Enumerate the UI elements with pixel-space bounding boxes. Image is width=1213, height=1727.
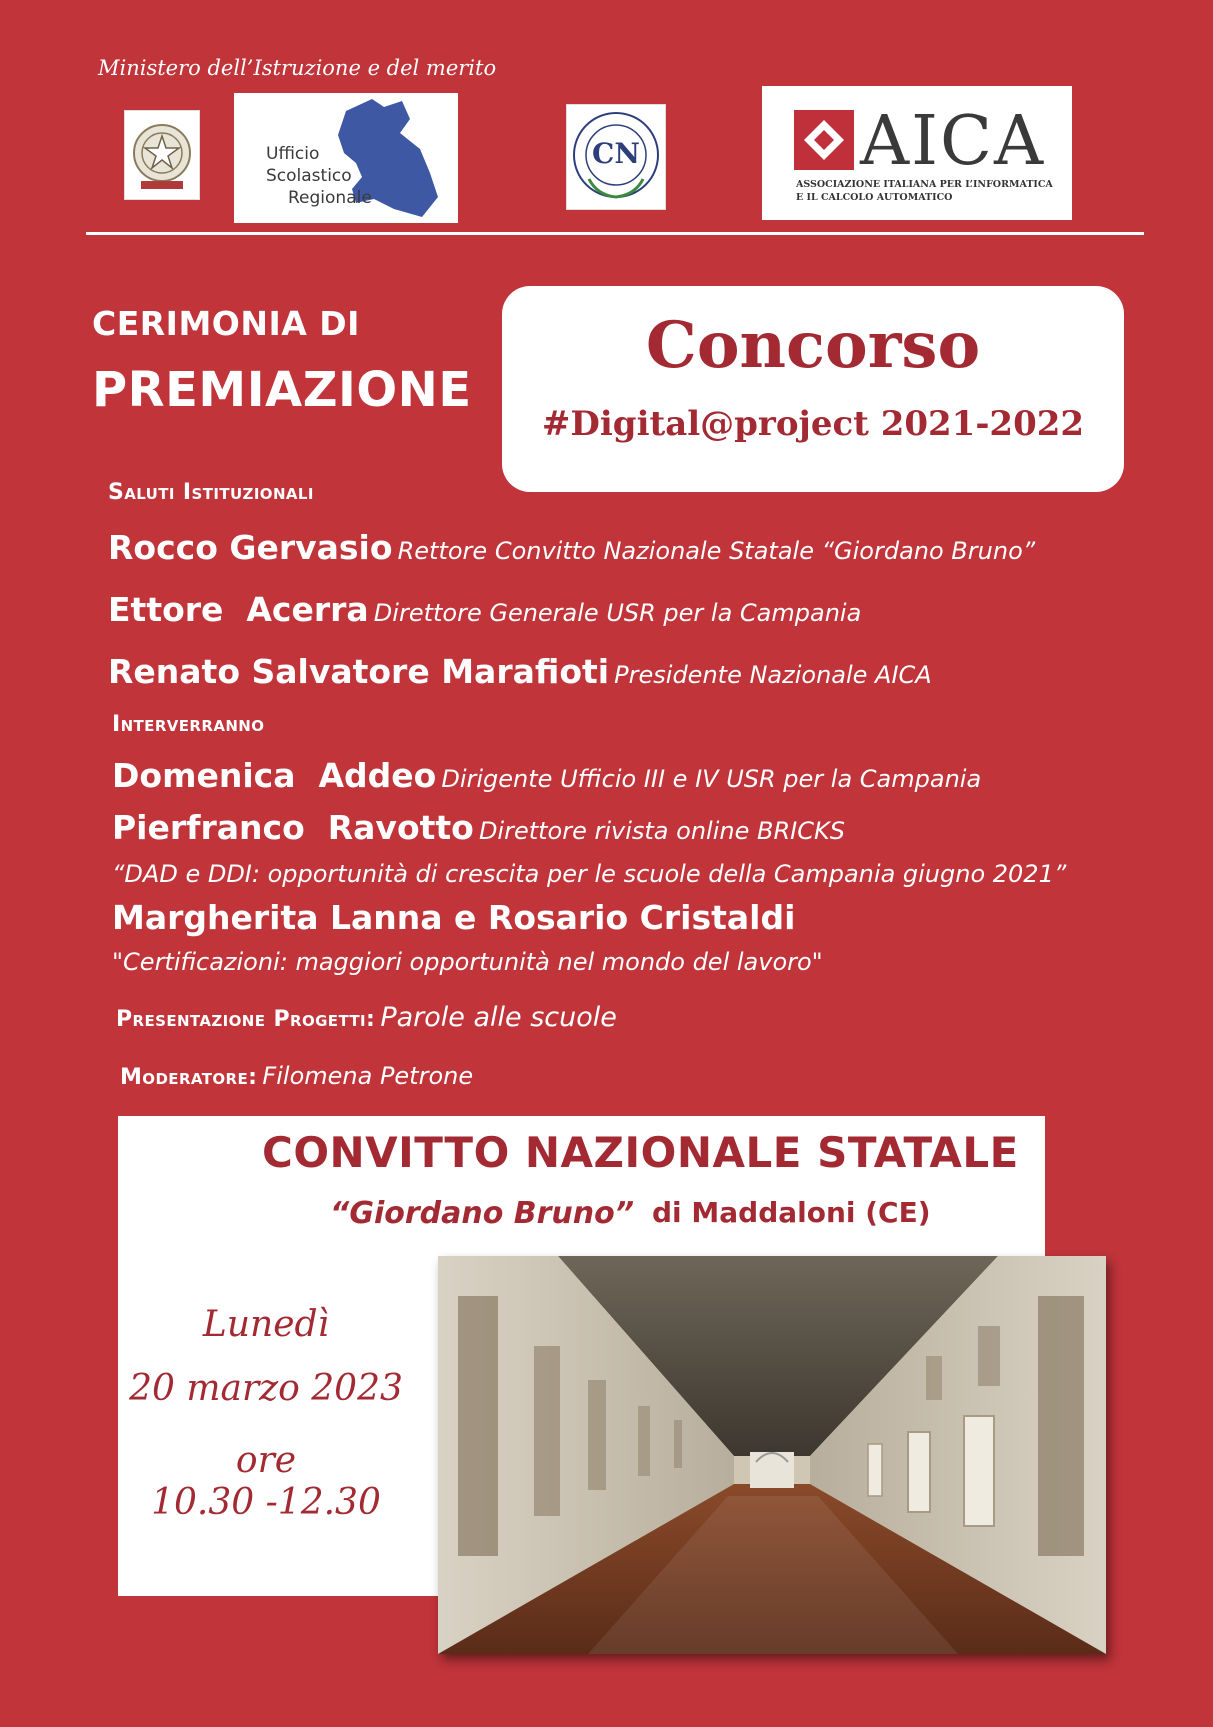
ceremony-line1: CERIMONIA DI xyxy=(92,304,360,343)
aica-diamond-icon xyxy=(794,110,854,170)
venue-name: “Giordano Bruno” xyxy=(330,1196,635,1231)
greeting-role: Presidente Nazionale AICA xyxy=(614,661,932,689)
event-date: 20 marzo 2023 xyxy=(129,1368,403,1409)
speaker-role: Direttore rivista online BRICKS xyxy=(478,817,845,845)
presentation-value: Parole alle scuole xyxy=(380,1002,617,1033)
speaker-name: Margherita Lanna e Rosario Cristaldi xyxy=(112,898,796,937)
greeting-name: Renato Salvatore Marafioti xyxy=(108,652,610,691)
moderator-label: Moderatore: xyxy=(120,1065,258,1090)
hall-photo-illustration xyxy=(438,1256,1106,1654)
greeting-row xyxy=(108,528,1035,567)
greeting-row xyxy=(108,652,932,691)
greeting-row xyxy=(108,590,861,629)
ceremony-line2: PREMIAZIONE xyxy=(92,362,472,418)
star-icon xyxy=(125,111,199,199)
greeting-name: Rocco Gervasio xyxy=(108,528,393,567)
greetings-heading: Saluti Istituzionali xyxy=(108,480,314,505)
greeting-role: Direttore Generale USR per la Campania xyxy=(373,599,862,627)
republic-emblem-logo xyxy=(124,110,200,200)
aica-wordmark: AICA xyxy=(860,102,1046,181)
event-time: 10.30 -12.30 xyxy=(151,1482,381,1523)
contest-box xyxy=(502,286,1124,492)
usr-logo-line: Scolastico xyxy=(266,166,352,186)
moderator-row xyxy=(120,1062,473,1090)
convitto-seal-logo xyxy=(566,104,666,210)
usr-logo-line: Regionale xyxy=(288,188,372,208)
presentation-label: Presentazione Progetti: xyxy=(116,1007,376,1032)
venue-title: CONVITTO NAZIONALE STATALE xyxy=(262,1128,1019,1177)
aica-logo xyxy=(762,86,1072,220)
speaker-row xyxy=(112,756,981,795)
aica-fullname-line: E IL CALCOLO AUTOMATICO xyxy=(796,192,953,203)
speakers-heading: Interverranno xyxy=(112,712,265,737)
hall-photo xyxy=(438,1256,1106,1654)
usr-logo xyxy=(234,93,458,223)
moderator-value: Filomena Petrone xyxy=(262,1062,474,1090)
speaker-quote: "Certificazioni: maggiori opportunità nel mondo del lavoro" xyxy=(112,948,823,976)
header-divider xyxy=(86,232,1144,235)
aica-fullname-line: ASSOCIAZIONE ITALIANA PER L’INFORMATICA xyxy=(796,179,1053,190)
contest-subtitle: #Digital@project 2021-2022 xyxy=(541,404,1085,444)
contest-title: Concorso xyxy=(645,308,981,383)
speaker-name: Domenica Addeo xyxy=(112,756,437,795)
greeting-name: Ettore Acerra xyxy=(108,590,369,629)
speaker-row xyxy=(112,808,845,847)
seal-monogram: CN xyxy=(592,137,640,170)
speaker-quote: “DAD e DDI: opportunità di crescita per le scuole della Campania giugno 2021” xyxy=(112,860,1067,888)
greeting-role: Rettore Convitto Nazionale Statale “Giordano Bruno” xyxy=(397,537,1036,565)
usr-logo-line: Ufficio xyxy=(266,144,320,164)
speaker-name: Pierfranco Ravotto xyxy=(112,808,474,847)
presentation-row xyxy=(116,1002,617,1033)
venue-place: di Maddaloni (CE) xyxy=(652,1196,931,1229)
event-day: Lunedì xyxy=(202,1304,330,1345)
event-ore: ore xyxy=(235,1440,297,1481)
speaker-role: Dirigente Ufficio III e IV USR per la Campania xyxy=(441,765,982,793)
ministry-label: Ministero dell’Istruzione e del merito xyxy=(98,56,497,80)
